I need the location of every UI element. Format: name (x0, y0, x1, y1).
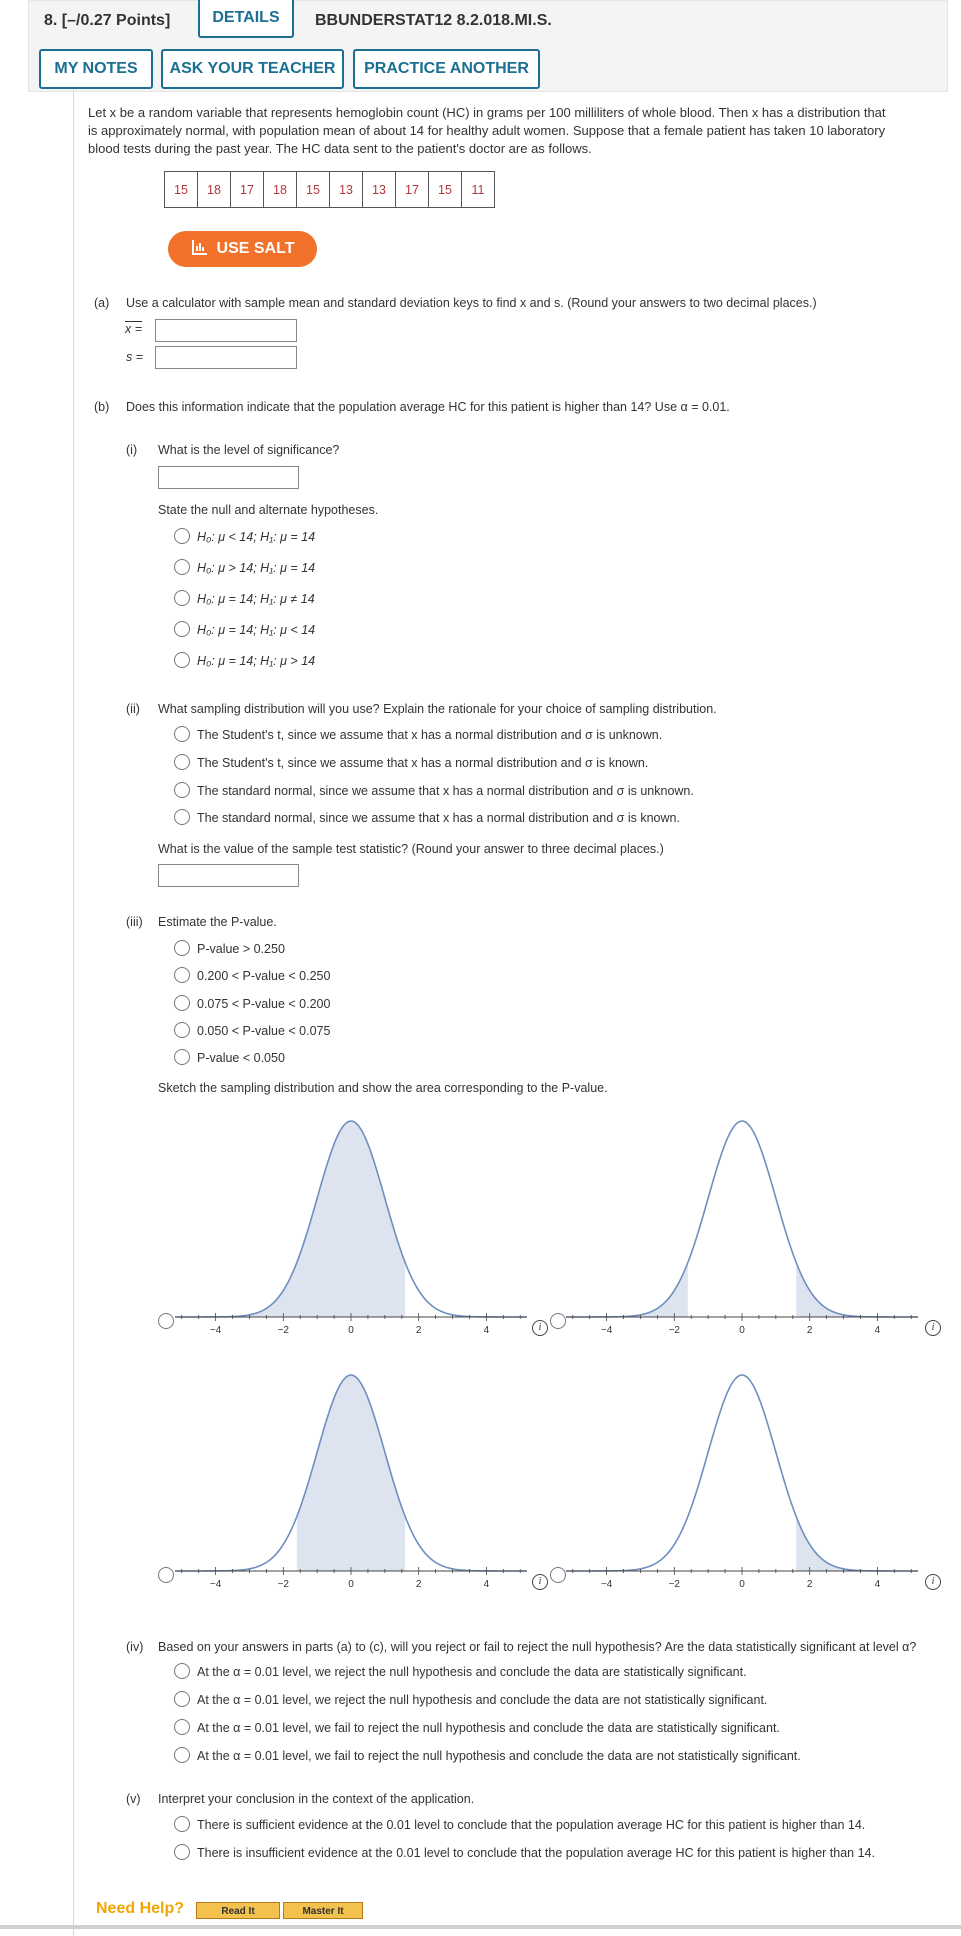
data-cell: 17 (396, 172, 429, 208)
distribution-option-4: The standard normal, since we assume that x has a normal distribution and σ is known. (197, 811, 680, 825)
pvalue-radio-5[interactable] (174, 1049, 190, 1065)
conclusion-option-2: There is insufficient evidence at the 0.01 level to conclude that the population average HC for this patient is higher than 14. (197, 1846, 875, 1860)
need-help-label: Need Help? (96, 1900, 185, 1917)
part-i-label: (i) (126, 443, 138, 457)
graph-option-3 (175, 1359, 527, 1591)
data-cell: 18 (264, 172, 297, 208)
problem-intro (88, 104, 930, 158)
tick-label: 4 (483, 1325, 490, 1336)
conclusion-option-1: There is sufficient evidence at the 0.01 level to conclude that the population average HC for this patient is higher than 14. (197, 1818, 866, 1832)
tick-label: 2 (415, 1579, 422, 1590)
info-icon[interactable]: i (532, 1320, 548, 1336)
tick-label: 2 (806, 1579, 813, 1590)
tick-label: 0 (739, 1325, 745, 1336)
use-salt-label: USE SALT (216, 240, 295, 257)
graph-option-2 (566, 1105, 918, 1337)
hypothesis-option-1: H₀: μ < 14; H₁: μ = 14 (197, 530, 316, 544)
part-iv-prompt: Based on your answers in parts (a) to (c), will you reject or fail to reject the null hypothesis? Are the data statistically significant at level α? (158, 1640, 917, 1654)
hypothesis-radio-5[interactable] (174, 652, 190, 668)
part-iii-label: (iii) (126, 915, 143, 929)
pvalue-radio-3[interactable] (174, 995, 190, 1011)
part-i-prompt: What is the level of significance? (158, 443, 340, 457)
pvalue-option-4: 0.050 < P-value < 0.075 (197, 1024, 331, 1038)
test-statistic-prompt: What is the value of the sample test statistic? (Round your answer to three decimal places.) (158, 842, 664, 856)
graph-radio-1[interactable] (158, 1313, 174, 1329)
part-ii-prompt: What sampling distribution will you use? Explain the rationale for your choice of sampling distribution. (158, 702, 717, 716)
part-a-label: (a) (94, 296, 110, 310)
distribution-radio-2[interactable] (174, 754, 190, 770)
tick-label: 4 (483, 1579, 490, 1590)
significance-input[interactable] (158, 466, 299, 489)
decision-option-1: At the α = 0.01 level, we reject the null hypothesis and conclude the data are statistically significant. (197, 1665, 747, 1679)
decision-radio-2[interactable] (174, 1691, 190, 1707)
normal-curve (566, 1121, 918, 1317)
data-cell: 17 (231, 172, 264, 208)
data-cell: 13 (363, 172, 396, 208)
distribution-option-1: The Student's t, since we assume that x has a normal distribution and σ is unknown. (197, 728, 663, 742)
data-cell: 11 (462, 172, 495, 208)
normal-curve (566, 1375, 918, 1571)
part-v-prompt: Interpret your conclusion in the context of the application. (158, 1792, 475, 1806)
decision-radio-4[interactable] (174, 1747, 190, 1763)
decision-option-2: At the α = 0.01 level, we reject the null hypothesis and conclude the data are not statistically significant. (197, 1693, 768, 1707)
tick-label: −4 (600, 1579, 613, 1590)
tick-label: 2 (806, 1325, 813, 1336)
tick-label: −4 (209, 1325, 222, 1336)
hypothesis-radio-2[interactable] (174, 559, 190, 575)
s-label: s = (126, 350, 144, 364)
bottom-divider (0, 1925, 961, 1929)
conclusion-radio-2[interactable] (174, 1844, 190, 1860)
decision-radio-1[interactable] (174, 1663, 190, 1679)
part-a-prompt: Use a calculator with sample mean and standard deviation keys to find x and s. (Round your answers to two decimal places.) (126, 296, 817, 310)
sketch-prompt: Sketch the sampling distribution and show the area corresponding to the P-value. (158, 1081, 608, 1095)
hypothesis-radio-3[interactable] (174, 590, 190, 606)
pvalue-option-3: 0.075 < P-value < 0.200 (197, 997, 331, 1011)
question-number: 8. (44, 12, 58, 29)
pvalue-option-1: P-value > 0.250 (197, 942, 285, 956)
hypothesis-option-4: H₀: μ = 14; H₁: μ < 14 (197, 623, 316, 637)
tick-label: 0 (739, 1579, 745, 1590)
shaded-area (297, 1375, 405, 1571)
tick-label: 4 (874, 1325, 881, 1336)
graph-option-1 (175, 1105, 527, 1337)
shaded-area (796, 1263, 918, 1318)
part-b-prompt: Does this information indicate that the population average HC for this patient is higher than 14? Use α = 0.01. (126, 400, 730, 414)
xbar-input[interactable] (155, 319, 297, 342)
pvalue-radio-1[interactable] (174, 940, 190, 956)
tick-label: −2 (277, 1325, 290, 1336)
intro-line-2: is approximately normal, with population mean of about 14 for healthy adult women. Suppose that a female patient has taken 10 laboratory (88, 123, 886, 138)
tick-label: −2 (668, 1579, 681, 1590)
content-divider (73, 90, 74, 1936)
decision-option-3: At the α = 0.01 level, we fail to reject the null hypothesis and conclude the data are statistically significant. (197, 1721, 780, 1735)
data-cell: 15 (429, 172, 462, 208)
salt-chart-icon (191, 238, 209, 256)
part-b-label: (b) (94, 400, 110, 414)
distribution-radio-4[interactable] (174, 809, 190, 825)
pvalue-radio-4[interactable] (174, 1022, 190, 1038)
distribution-option-2: The Student's t, since we assume that x has a normal distribution and σ is known. (197, 756, 649, 770)
xbar-label: x = (125, 322, 143, 336)
tick-label: −2 (668, 1325, 681, 1336)
hypothesis-option-3: H₀: μ = 14; H₁: μ ≠ 14 (197, 592, 315, 606)
data-cell: 13 (330, 172, 363, 208)
data-cell: 15 (297, 172, 330, 208)
hypothesis-radio-1[interactable] (174, 528, 190, 544)
shaded-area (796, 1517, 918, 1572)
hypothesis-option-2: H₀: μ > 14; H₁: μ = 14 (197, 561, 316, 575)
decision-radio-3[interactable] (174, 1719, 190, 1735)
conclusion-radio-1[interactable] (174, 1816, 190, 1832)
data-cell: 18 (198, 172, 231, 208)
problem-code: BBUNDERSTAT12 8.2.018.MI.S. (315, 12, 552, 29)
tick-label: 2 (415, 1325, 422, 1336)
decision-option-4: At the α = 0.01 level, we fail to reject the null hypothesis and conclude the data are not statistically significant. (197, 1749, 801, 1763)
shaded-area (566, 1263, 688, 1318)
graph-radio-2[interactable] (550, 1313, 566, 1329)
pvalue-radio-2[interactable] (174, 967, 190, 983)
distribution-option-3: The standard normal, since we assume that x has a normal distribution and σ is unknown. (197, 784, 694, 798)
hypothesis-option-5: H₀: μ = 14; H₁: μ > 14 (197, 654, 316, 668)
part-iii-prompt: Estimate the P-value. (158, 915, 277, 929)
part-ii-label: (ii) (126, 702, 140, 716)
intro-line-1: Let x be a random variable that represents hemoglobin count (HC) in grams per 100 milliliters of whole blood. Then x has a distribution that (88, 105, 886, 120)
part-iv-label: (iv) (126, 1640, 144, 1654)
details-button[interactable]: DETAILS (198, 0, 294, 38)
question-number-points (44, 12, 170, 30)
tick-label: −2 (277, 1579, 290, 1590)
hypotheses-prompt: State the null and alternate hypotheses. (158, 503, 379, 517)
pvalue-option-5: P-value < 0.050 (197, 1051, 285, 1065)
info-icon[interactable]: i (925, 1320, 941, 1336)
intro-line-3: blood tests during the past year. The HC data sent to the patient's doctor are as follows. (88, 141, 592, 156)
test-statistic-input[interactable] (158, 864, 299, 887)
graph-radio-4[interactable] (550, 1567, 566, 1583)
tick-label: 4 (874, 1579, 881, 1590)
my-notes-button[interactable]: MY NOTES (39, 49, 153, 89)
pvalue-option-2: 0.200 < P-value < 0.250 (197, 969, 331, 983)
tick-label: 0 (348, 1579, 354, 1590)
graph-radio-3[interactable] (158, 1567, 174, 1583)
use-salt-button[interactable] (168, 231, 317, 267)
distribution-radio-3[interactable] (174, 782, 190, 798)
hypothesis-radio-4[interactable] (174, 621, 190, 637)
tick-label: −4 (600, 1325, 613, 1336)
data-cell: 15 (165, 172, 198, 208)
graph-option-4 (566, 1359, 918, 1591)
ask-teacher-button[interactable]: ASK YOUR TEACHER (161, 49, 344, 89)
read-it-button[interactable]: Read It (196, 1902, 280, 1919)
tick-label: 0 (348, 1325, 354, 1336)
tick-label: −4 (209, 1579, 222, 1590)
info-icon[interactable]: i (532, 1574, 548, 1590)
points: [–/0.27 Points] (61, 12, 171, 29)
distribution-radio-1[interactable] (174, 726, 190, 742)
info-icon[interactable]: i (925, 1574, 941, 1590)
s-input[interactable] (155, 346, 297, 369)
hc-data-table (164, 171, 495, 208)
part-v-label: (v) (126, 1792, 141, 1806)
master-it-button[interactable]: Master It (283, 1902, 363, 1919)
practice-another-button[interactable]: PRACTICE ANOTHER (353, 49, 540, 89)
